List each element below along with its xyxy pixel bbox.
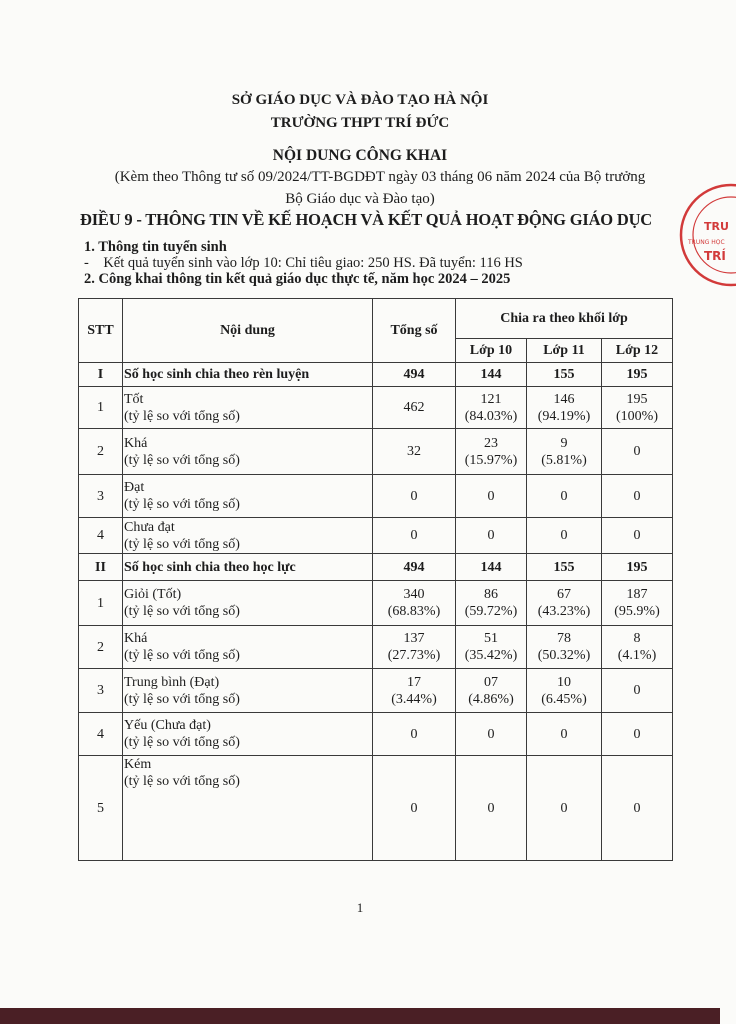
table-row (79, 518, 673, 554)
row-grade-10: 86 (59.72%) (456, 581, 527, 626)
row-label: Kém (124, 757, 152, 772)
row-grade-10: 144 (456, 554, 527, 581)
header-split: Chia ra theo khối lớp (456, 299, 673, 339)
row-label: Số học sinh chia theo rèn luyện (124, 367, 310, 382)
row-grade-10: 07 (4.86%) (456, 669, 527, 713)
section-1-heading: 1. Thông tin tuyển sinh (84, 239, 227, 255)
row-grade-12: 8 (4.1%) (602, 626, 673, 669)
header-stt: STT (79, 299, 123, 363)
row-stt: II (79, 554, 123, 581)
row-grade-10: 0 (456, 756, 527, 861)
row-label: Khá (124, 435, 148, 451)
row-content (123, 429, 373, 475)
row-stt: 4 (79, 713, 123, 756)
row-total: 0 (373, 756, 456, 861)
row-sublabel: (tỷ lệ so với tổng số) (124, 604, 240, 619)
row-grade-12: 195 (100%) (602, 387, 673, 429)
row-total: 0 (373, 475, 456, 518)
row-label: Yếu (Chưa đạt) (124, 718, 211, 733)
row-stt: 2 (79, 626, 123, 669)
table-row (79, 429, 673, 475)
row-content (123, 518, 373, 554)
row-sublabel: (tỷ lệ so với tổng số) (124, 497, 240, 512)
row-grade-10: 51 (35.42%) (456, 626, 527, 669)
table-row (79, 554, 673, 581)
row-content (123, 363, 373, 387)
row-total: 0 (373, 518, 456, 554)
row-total: 494 (373, 554, 456, 581)
row-grade-12: 0 (602, 518, 673, 554)
row-label: Đạt (124, 480, 145, 495)
row-grade-12: 195 (602, 363, 673, 387)
document-subtitle-2: Bộ Giáo dục và Đào tạo) (285, 191, 435, 207)
row-label: Chưa đạt (124, 519, 175, 535)
table-row (79, 669, 673, 713)
row-label: Số học sinh chia theo học lực (124, 559, 296, 575)
row-grade-11: 78 (50.32%) (527, 626, 602, 669)
row-grade-12: 0 (602, 756, 673, 861)
school-stamp (676, 180, 736, 290)
row-grade-11: 0 (527, 756, 602, 861)
row-stt: 2 (79, 429, 123, 475)
row-total: 137 (27.73%) (373, 626, 456, 669)
row-grade-10: 121 (84.03%) (456, 387, 527, 429)
row-label: Khá (124, 631, 148, 646)
row-stt: 3 (79, 669, 123, 713)
row-stt: I (79, 363, 123, 387)
row-stt: 3 (79, 475, 123, 518)
row-stt: 1 (79, 581, 123, 626)
row-grade-12: 187 (95.9%) (602, 581, 673, 626)
row-grade-11: 10 (6.45%) (527, 669, 602, 713)
row-sublabel: (tỷ lệ so với tổng số) (124, 648, 240, 663)
row-grade-12: 0 (602, 429, 673, 475)
row-label: Tốt (124, 391, 144, 407)
row-total: 462 (373, 387, 456, 429)
row-grade-10: 144 (456, 363, 527, 387)
section-2-heading: 2. Công khai thông tin kết quả giáo dục thực tế, năm học 2024 – 2025 (84, 271, 511, 287)
row-grade-11: 9 (5.81%) (527, 429, 602, 475)
row-stt: 1 (79, 387, 123, 429)
row-grade-11: 0 (527, 518, 602, 554)
row-sublabel: (tỷ lệ so với tổng số) (124, 408, 240, 424)
document-subtitle: (Kèm theo Thông tư số 09/2024/TT-BGDĐT ngày 03 tháng 06 năm 2024 của Bộ trưởng (114, 169, 646, 185)
row-stt: 5 (79, 756, 123, 861)
row-grade-12: 0 (602, 713, 673, 756)
row-grade-11: 0 (527, 713, 602, 756)
header-total: Tổng số (373, 299, 456, 363)
svg-text:TRÍ: TRÍ (704, 249, 726, 263)
row-content (123, 756, 373, 861)
row-grade-12: 0 (602, 669, 673, 713)
row-total: 32 (373, 429, 456, 475)
row-sublabel: (tỷ lệ so với tổng số) (124, 735, 240, 750)
header-grade-11: Lớp 11 (527, 339, 602, 363)
row-sublabel: (tỷ lệ so với tổng số) (124, 774, 240, 789)
section-1-item: - Kết quả tuyển sinh vào lớp 10: Chỉ tiêu giao: 250 HS. Đã tuyển: 116 HS (84, 255, 523, 271)
row-sublabel: (tỷ lệ so với tổng số) (124, 691, 240, 707)
table-row (79, 387, 673, 429)
table-row (79, 581, 673, 626)
document-title: NỘI DUNG CÔNG KHAI (272, 147, 448, 164)
row-total: 340 (68.83%) (373, 581, 456, 626)
row-grade-10: 0 (456, 518, 527, 554)
row-total: 17 (3.44%) (373, 669, 456, 713)
row-grade-10: 0 (456, 475, 527, 518)
row-grade-10: 0 (456, 713, 527, 756)
row-grade-11: 146 (94.19%) (527, 387, 602, 429)
row-label: Giỏi (Tốt) (124, 587, 182, 602)
row-grade-11: 155 (527, 363, 602, 387)
row-label: Trung bình (Đạt) (124, 674, 220, 690)
page-number: 1 (356, 900, 364, 915)
row-total: 494 (373, 363, 456, 387)
table-row (79, 713, 673, 756)
row-content (123, 713, 373, 756)
row-content (123, 475, 373, 518)
row-grade-12: 0 (602, 475, 673, 518)
row-sublabel: (tỷ lệ so với tổng số) (124, 536, 240, 552)
table-row (79, 363, 673, 387)
row-content (123, 669, 373, 713)
scan-edge (0, 1008, 720, 1024)
row-content (123, 581, 373, 626)
row-grade-10: 23 (15.97%) (456, 429, 527, 475)
school-name: TRƯỜNG THPT TRÍ ĐỨC (270, 115, 450, 131)
row-total: 0 (373, 713, 456, 756)
row-grade-11: 67 (43.23%) (527, 581, 602, 626)
header-content: Nội dung (123, 299, 373, 363)
row-grade-11: 0 (527, 475, 602, 518)
article-heading: ĐIỀU 9 - THÔNG TIN VỀ KẾ HOẠCH VÀ KẾT QUẢ HOẠT ĐỘNG GIÁO DỤC (80, 210, 653, 229)
row-content (123, 626, 373, 669)
row-sublabel: (tỷ lệ so với tổng số) (124, 452, 240, 468)
table-row (79, 626, 673, 669)
header-grade-12: Lớp 12 (602, 339, 673, 363)
row-grade-11: 155 (527, 554, 602, 581)
header-grade-10: Lớp 10 (456, 339, 527, 363)
table-row (79, 756, 673, 861)
row-grade-12: 195 (602, 554, 673, 581)
row-content (123, 554, 373, 581)
svg-text:TRUNG HỌC: TRUNG HỌC (688, 239, 725, 246)
department-name: SỞ GIÁO DỤC VÀ ĐÀO TẠO HÀ NỘI (231, 92, 489, 108)
table-row (79, 475, 673, 518)
svg-text:TRU: TRU (704, 220, 729, 233)
results-table (78, 298, 673, 861)
row-stt: 4 (79, 518, 123, 554)
row-content (123, 387, 373, 429)
